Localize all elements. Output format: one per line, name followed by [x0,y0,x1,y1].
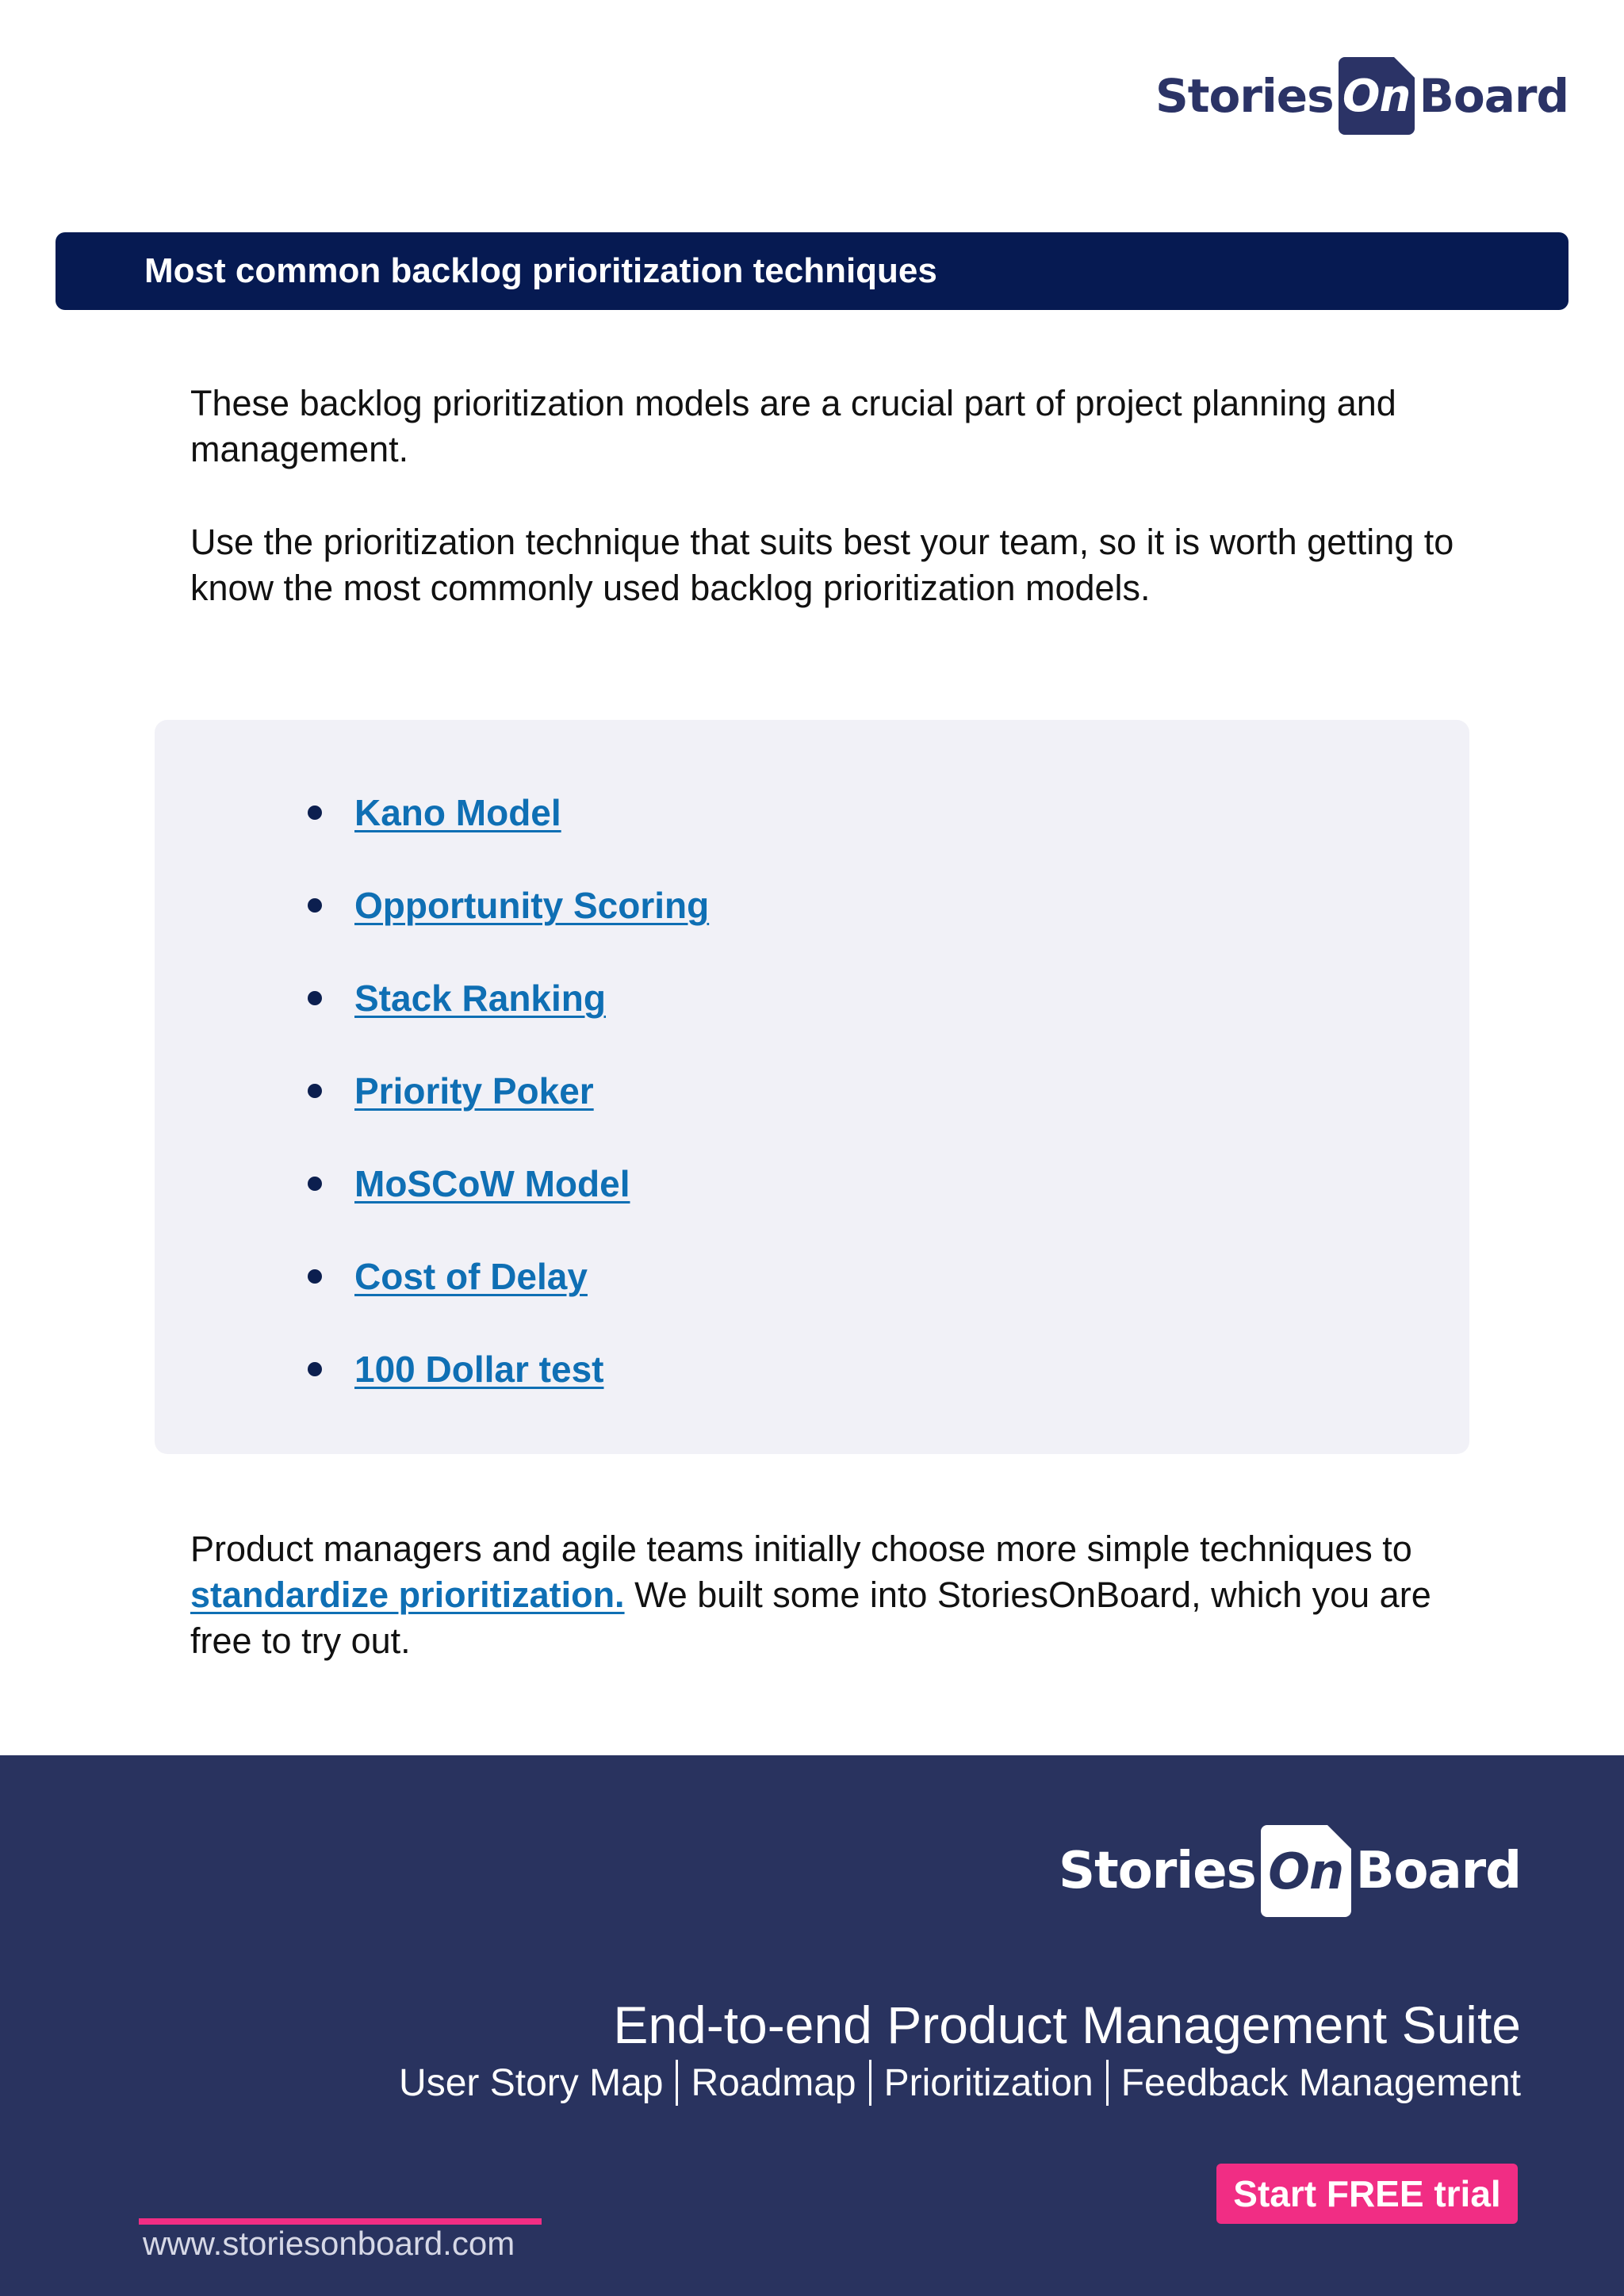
technique-link[interactable]: MoSCoW Model [354,1163,630,1204]
bullet-icon [308,1362,322,1376]
intro-paragraph-2: Use the prioritization technique that suits best your team, so it is worth getting to know the most commonly used backlog prioritization models. [190,522,1454,608]
list-item [155,878,1469,933]
bullet-icon [308,1269,322,1284]
bullet-icon [308,898,322,913]
outro-text-before: Product managers and agile teams initially choose more simple techniques to [190,1529,1412,1569]
footer-accent-line [139,2218,542,2225]
start-free-trial-button[interactable]: Start FREE trial [1216,2164,1518,2224]
logo-text-board: Board [1355,1842,1521,1900]
list-item [155,1249,1469,1304]
logo-on-badge [1339,57,1415,135]
website-url-link[interactable]: www.storiesonboard.com [143,2225,515,2262]
outro-paragraph [190,1526,1491,1664]
technique-link[interactable]: Stack Ranking [354,978,606,1019]
footer-feature-list [399,2060,1521,2106]
bullet-icon [308,991,322,1005]
bullet-icon [308,1084,322,1098]
logo-text-board: Board [1419,69,1568,123]
technique-link[interactable]: Priority Poker [354,1070,594,1112]
feature-roadmap: Roadmap [691,2061,856,2104]
feature-divider [1106,2060,1109,2106]
feature-divider [676,2060,678,2106]
list-item [155,970,1469,1026]
logo-text-on: On [1268,1842,1344,1900]
feature-feedback-management: Feedback Management [1120,2061,1521,2104]
logo-text-on: On [1342,70,1411,122]
bullet-icon [308,806,322,820]
footer-storiesonboard-logo[interactable] [1059,1823,1521,1919]
technique-link[interactable]: Opportunity Scoring [354,885,710,926]
logo-text-stories: Stories [1059,1842,1256,1900]
technique-link[interactable]: 100 Dollar test [354,1349,604,1390]
technique-link[interactable]: Cost of Delay [354,1256,588,1297]
logo-text-stories: Stories [1155,69,1334,123]
techniques-panel [155,720,1469,1454]
technique-link[interactable]: Kano Model [354,792,561,833]
intro-paragraph-1: These backlog prioritization models are a crucial part of project planning and management. [190,383,1396,469]
footer-headline: End-to-end Product Management Suite [613,1996,1521,2054]
outro-text-after: We built some into StoriesOnBoard, which you are free to try out. [190,1575,1431,1661]
section-title: Most common backlog prioritization techniques [144,251,937,290]
list-item [155,1156,1469,1211]
feature-divider [869,2060,871,2106]
feature-prioritization: Prioritization [883,2061,1094,2104]
section-header-banner [56,232,1568,310]
standardize-prioritization-link[interactable]: standardize prioritization. [190,1575,625,1615]
footer [0,1755,1624,2296]
storiesonboard-logo[interactable] [1155,52,1568,140]
list-item [155,785,1469,840]
bullet-icon [308,1177,322,1191]
list-item [155,1341,1469,1397]
list-item [155,1063,1469,1119]
logo-on-badge [1261,1825,1351,1917]
feature-user-story-map: User Story Map [399,2061,664,2104]
